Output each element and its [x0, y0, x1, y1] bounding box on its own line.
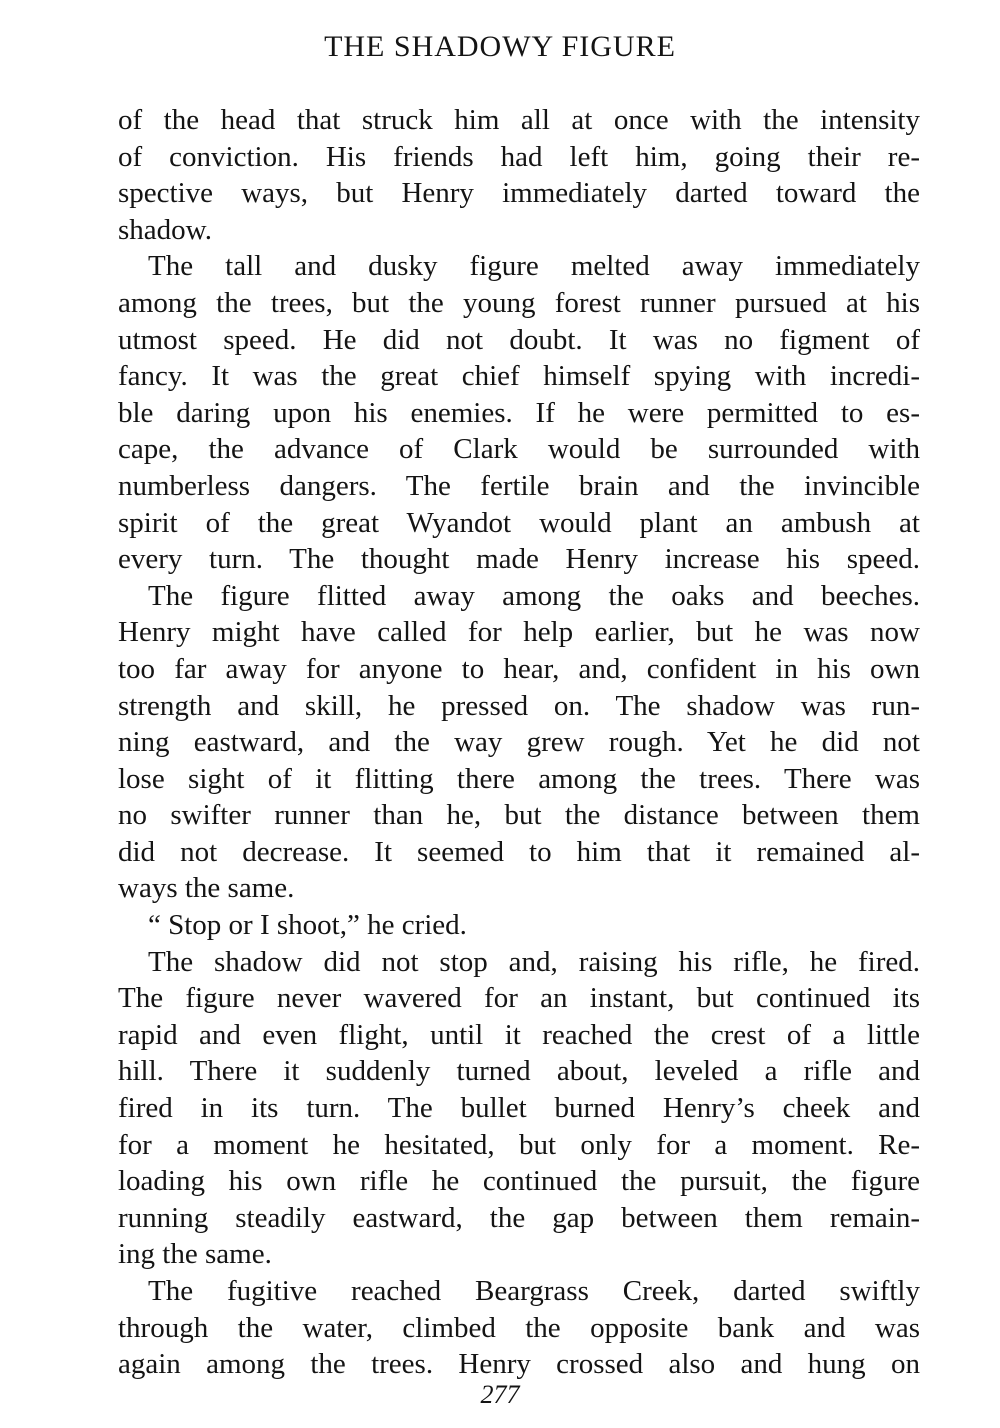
paragraph [118, 907, 920, 944]
text-line: no swifter runner than he, but the distance between them [118, 799, 920, 832]
text-line: rapid and even flight, until it reached the crest of a little [118, 1018, 920, 1051]
text-line: strength and skill, he pressed on. The shadow was run- [118, 689, 920, 722]
running-head: THE SHADOWY FIGURE [324, 30, 676, 63]
paragraph [118, 944, 920, 1273]
text-line: “ Stop or I shoot,” he cried. [148, 909, 467, 942]
text-line: loading his own rifle he continued the pursuit, the figure [118, 1165, 920, 1198]
text-line: spective ways, but Henry immediately darted toward the [118, 177, 920, 210]
text-line: did not decrease. It seemed to him that it remained al- [118, 835, 920, 868]
text-line: of the head that struck him all at once with the intensity [118, 104, 920, 136]
text-line: ning eastward, and the way grew rough. Yet he did not [118, 726, 920, 759]
text-line: every turn. The thought made Henry increase his speed. [118, 543, 920, 576]
paragraph [118, 102, 920, 248]
text-line: Henry might have called for help earlier, but he was now [118, 616, 920, 649]
text-line: The figure flitted away among the oaks and beeches. [148, 579, 920, 612]
text-line: ing the same. [118, 1238, 272, 1271]
text-line: hill. There it suddenly turned about, leveled a rifle and [118, 1055, 920, 1088]
text-line: ble daring upon his enemies. If he were permitted to es- [118, 396, 920, 429]
text-line: through the water, climbed the opposite bank and was [118, 1311, 920, 1344]
text-line: ways the same. [118, 872, 295, 905]
text-line: The shadow did not stop and, raising his rifle, he fired. [148, 945, 920, 978]
text-line: numberless dangers. The fertile brain and the invincible [118, 469, 920, 502]
text-line: spirit of the great Wyandot would plant an ambush at [118, 506, 920, 539]
text-line: fired in its turn. The bullet burned Henry’s cheek and [118, 1092, 920, 1125]
text-line: of conviction. His friends had left him, going their re- [118, 140, 920, 173]
paragraph [118, 248, 920, 577]
text-line: shadow. [118, 213, 212, 246]
text-line: again among the trees. Henry crossed also and hung on [118, 1348, 920, 1381]
text-line: too far away for anyone to hear, and, confident in his own [118, 652, 920, 685]
text-line: utmost speed. He did not doubt. It was no figment of [118, 323, 920, 356]
paragraph [118, 1273, 920, 1383]
paragraph [118, 578, 920, 907]
text-line: The figure never wavered for an instant, but continued its [118, 982, 920, 1015]
text-line: The fugitive reached Beargrass Creek, darted swiftly [148, 1275, 920, 1307]
text-line: The tall and dusky figure melted away immediately [148, 250, 920, 283]
page-number: 277 [480, 1380, 520, 1409]
text-line: among the trees, but the young forest runner pursued at his [118, 286, 920, 319]
text-line: fancy. It was the great chief himself spying with incredi- [118, 360, 920, 393]
text-line: for a moment he hesitated, but only for a moment. Re- [118, 1128, 920, 1161]
text-line: lose sight of it flitting there among the trees. There was [118, 762, 920, 795]
body-text [118, 102, 920, 1383]
text-line: running steadily eastward, the gap between them remain- [118, 1201, 920, 1234]
text-line: cape, the advance of Clark would be surrounded with [118, 433, 920, 466]
